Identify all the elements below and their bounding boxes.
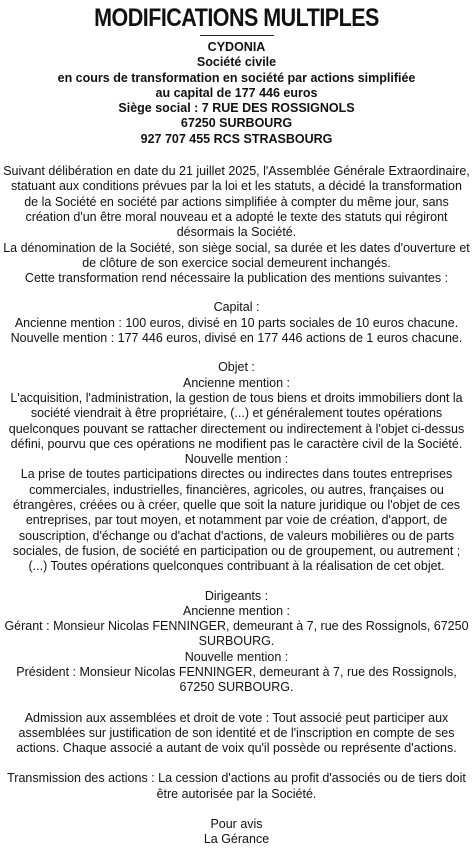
company-block	[3, 40, 470, 147]
dirigeants-new-label: Nouvelle mention :	[184, 649, 289, 664]
closing-signatory: La Gérance	[203, 832, 270, 847]
admission-text: Admission aux assemblées et droit de vote : Tout associé peut participer aux assemblées sur justification de son identité et de l'inscription en compte de ses actions. Chaque associé a autant de voix qu'il possède ou représente d'actions.	[16, 710, 457, 756]
company-type: Société civile	[196, 55, 277, 70]
dirigeants-new-text: Président : Monsieur Nicolas FENNINGER, demeurant à 7, rue des Rossignols, 67250 SURBOURG.	[16, 664, 457, 695]
notice-title: MODIFICATIONS MULTIPLES	[94, 4, 379, 32]
dirigeants-old-text: Gérant : Monsieur Nicolas FENNINGER, demeurant à 7, rue des Rossignols, 67250 SURBOURG.	[4, 619, 469, 649]
capital-new: Nouvelle mention : 177 446 euros, divisé en 177 446 actions de 1 euros chacune.	[10, 331, 463, 346]
dirigeants-heading: Dirigeants :	[204, 588, 269, 603]
company-capital: au capital de 177 446 euros	[155, 85, 318, 100]
company-seat: Siège social : 7 RUE DES ROSSIGNOLS	[118, 101, 355, 116]
objet-new-label: Nouvelle mention :	[184, 452, 289, 467]
closing-pour-avis: Pour avis	[210, 817, 263, 832]
objet-new-text: La prise de toutes participations directes ou indirectes dans toutes entreprises commerciales, industrielles, financières, agricoles, ou autres, françaises ou étrangères, créées ou à créer, quelle que soit la nature juridique ou l'objet de ces entreprises, par tout moyen, et notamment par voie de création, d'apport, de souscription, d'échange ou d'achat d'actions, de valeurs mobilières ou de parts sociales, de fusion, de société en participation ou de groupement, ou autrement ; (...) Toutes opérations quelconques contribuant à la réalisation de cet objet.	[12, 467, 461, 574]
company-city: 67250 SURBOURG	[180, 116, 293, 131]
dirigeants-old-label: Ancienne mention :	[182, 603, 290, 618]
title-divider	[200, 35, 274, 36]
capital-heading: Capital :	[213, 300, 260, 315]
objet-old-text: L'acquisition, l'administration, la gestion de tous biens et droits immobiliers dont la société viendrait à être propriétaire, (...) et généralement toutes opérations quelconques pouvant se rattacher directement ou indirectement à l'objet ci-dessus défini, pourvu que ces opérations ne modifient pas le caractère civil de la Société.	[8, 390, 465, 451]
notice-body	[3, 164, 470, 848]
company-rcs: 927 707 455 RCS STRASBOURG	[140, 131, 333, 146]
objet-old-label: Ancienne mention :	[182, 375, 290, 390]
company-transformation: en cours de transformation en société par actions simplifiée	[57, 70, 416, 85]
objet-heading: Objet :	[218, 360, 255, 375]
company-name: CYDONIA	[207, 40, 266, 54]
transmission-text: Transmission des actions : La cession d'actions au profit d'associés ou de tiers doit être autorisée par la Société.	[7, 771, 466, 801]
intro-paragraph: Suivant délibération en date du 21 juillet 2025, l'Assemblée Générale Extraordinaire, statuant aux conditions prévues par la loi et les statuts, a décidé la transformation de la Société en société par actions simplifiée à compter du même jour, sans création d'un être moral nouveau et a adopté le texte des statuts qui régiront désormais la Société.	[3, 164, 470, 240]
capital-old: Ancienne mention : 100 euros, divisé en 10 parts sociales de 10 euros chacune.	[14, 315, 459, 330]
intro-publication: Cette transformation rend nécessaire la publication des mentions suivantes :	[24, 271, 449, 286]
intro-unchanged: La dénomination de la Société, son siège social, sa durée et les dates d'ouverture et de clôture de son exercice social demeurent inchangés.	[3, 240, 470, 270]
